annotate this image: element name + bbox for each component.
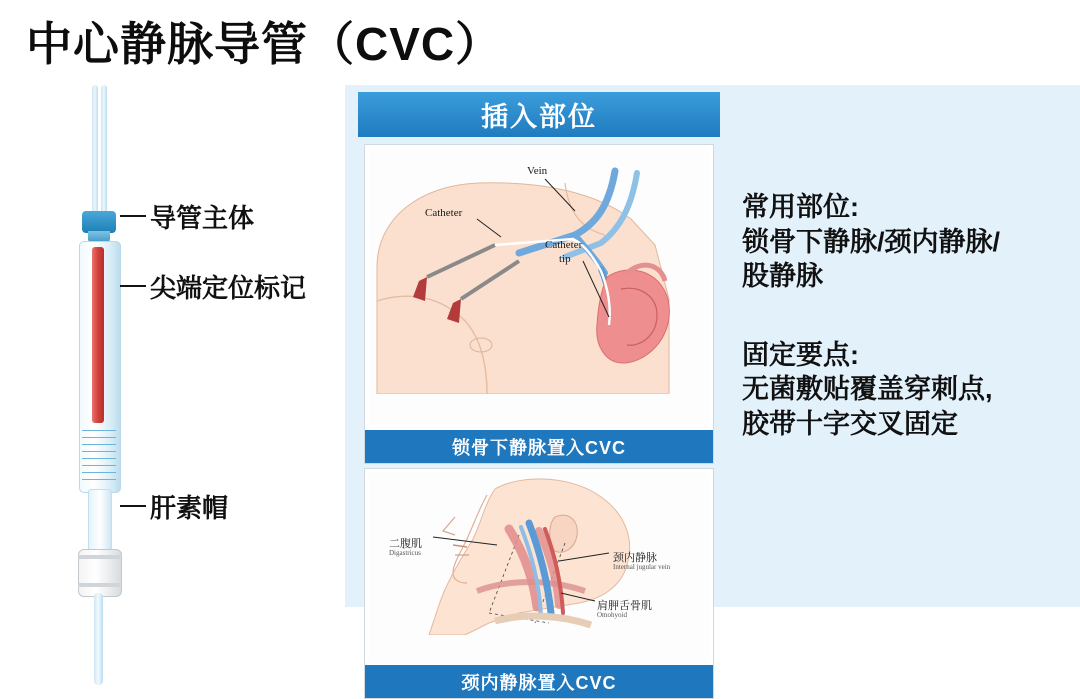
subclavian-svg bbox=[369, 149, 709, 394]
notes-column bbox=[742, 190, 1072, 485]
note-fixation-points bbox=[742, 338, 1072, 442]
annotation-catheter-tip-2: tip bbox=[559, 253, 571, 265]
note-fixation-points-title: 固定要点: bbox=[742, 339, 859, 370]
catheter-tube-left bbox=[92, 85, 98, 215]
annotation-internal-jugular-vein-latin: Internal jugular vein bbox=[613, 563, 671, 571]
catheter-hub bbox=[82, 211, 116, 233]
caption-jugular: 颈内静脉置入CVC bbox=[365, 665, 713, 698]
insertion-site-column bbox=[358, 92, 720, 693]
note-fixation-points-line-2: 胶带十字交叉固定 bbox=[742, 408, 958, 439]
catheter-tip-marker bbox=[92, 247, 104, 423]
label-tip-marker: 尖端定位标记 bbox=[150, 273, 307, 303]
note-common-sites-title: 常用部位: bbox=[742, 192, 859, 222]
annotation-digastric: 二腹肌 bbox=[389, 538, 422, 550]
label-catheter-body: 导管主体 bbox=[150, 203, 255, 233]
page-title: 中心静脉导管（CVC） bbox=[26, 18, 503, 70]
label-heparin-cap: 肝素帽 bbox=[150, 493, 229, 523]
note-fixation-points-line-1: 无菌敷贴覆盖穿刺点, bbox=[742, 374, 993, 405]
heparin-cap-band-top bbox=[78, 555, 120, 559]
insertion-site-header: 插入部位 bbox=[358, 92, 720, 137]
caption-subclavian: 锁骨下静脉置入CVC bbox=[365, 430, 713, 463]
leader-line-cap bbox=[120, 505, 146, 507]
heparin-cap-band-bottom bbox=[78, 583, 120, 587]
image-card-jugular bbox=[364, 468, 714, 699]
subclavian-illustration bbox=[369, 149, 709, 428]
jugular-illustration bbox=[369, 473, 709, 663]
annotation-catheter-tip: Catheter bbox=[545, 239, 583, 251]
note-common-sites bbox=[742, 190, 1072, 294]
catheter-tube-right bbox=[101, 85, 107, 215]
annotation-catheter: Catheter bbox=[425, 207, 463, 219]
annotation-omohyoid: 肩胛舌骨肌 bbox=[597, 600, 652, 612]
leader-line-tip bbox=[120, 285, 146, 287]
annotation-digastric-latin: Digastricus bbox=[389, 549, 421, 557]
note-common-sites-line-2: 股静脉 bbox=[742, 261, 823, 292]
annotation-vein: Vein bbox=[527, 165, 548, 177]
leader-line-body bbox=[120, 215, 146, 217]
catheter-scale-marks bbox=[82, 430, 116, 488]
image-card-subclavian bbox=[364, 144, 714, 464]
catheter-lower-tube bbox=[88, 489, 112, 553]
annotation-omohyoid-latin: Omohyoid bbox=[597, 611, 627, 619]
note-common-sites-line-1: 锁骨下静脉/颈内静脉/ bbox=[742, 226, 1001, 257]
annotation-internal-jugular-vein: 颈内静脉 bbox=[613, 552, 657, 564]
catheter-diagram bbox=[30, 85, 330, 595]
